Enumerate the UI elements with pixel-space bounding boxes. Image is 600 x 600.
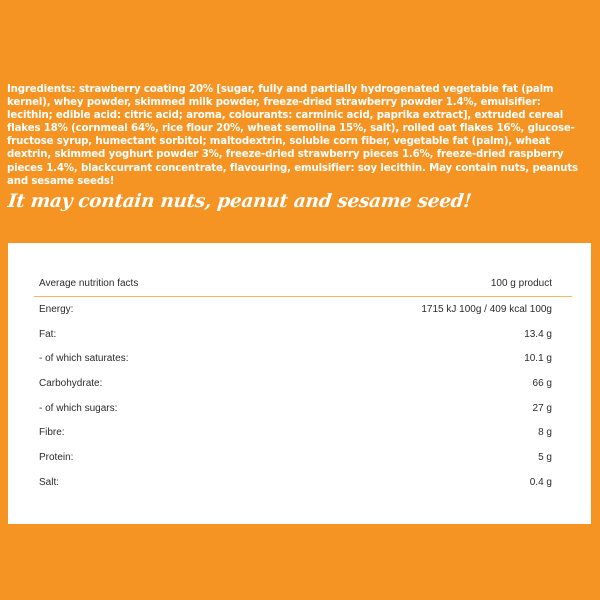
nutrient-label: Salt:: [39, 476, 60, 488]
nutrition-header-label: Average nutrition facts: [39, 278, 139, 289]
nutrition-header-value: 100 g product: [490, 278, 552, 289]
nutrient-label: Energy:: [39, 304, 74, 315]
nutrient-value: 0.4 g: [529, 476, 552, 488]
nutrition-row-protein: [34, 446, 572, 471]
nutrient-label: - of which saturates:: [39, 353, 129, 365]
nutrient-label: Carbohydrate:: [39, 378, 103, 390]
nutrition-row-fat: [34, 323, 572, 348]
nutrient-value: 10.1 g: [524, 353, 552, 365]
nutrient-label: Fibre:: [39, 427, 65, 439]
nutrition-row-saturates: [34, 347, 572, 372]
ingredients-text: Ingredients: strawberry coating 20% [sugar, fully and partially hydrogenated vegetable fat (palm kernel), whey powder, skimmed milk powder, freeze-dried strawberry powder 1.4%, emulsifier: lecithin; edible acid: citric acid; aroma, colourants: carminic acid, paprika extract], extruded cereal flakes 18% (cornmeal 64%, rice flour 20%, wheat semolina 15%, salt), rolled oat flakes 16%, glucose-fructose syrup, humectant sorbitol; maltodextrin, soluble corn fiber, vegetable fat (palm), wheat dextrin, skimmed yoghurt powder 3%, freeze-dried strawberry pieces 1.6%, freeze-dried raspberry pieces 1.4%, blackcurrant concentrate, flavouring, emulsifier: soy lecithin. May contain nuts, peanuts and sesame seeds!: [7, 84, 578, 187]
nutrition-header-row: [34, 273, 572, 295]
nutrient-label: Fat:: [39, 328, 57, 340]
nutrition-row-salt: [34, 471, 572, 496]
nutrition-row-carbohydrate: [34, 372, 572, 397]
nutrition-row-fibre: [34, 421, 572, 446]
nutrient-label: - of which sugars:: [39, 402, 118, 414]
nutrient-value: 27 g: [532, 402, 552, 414]
nutrient-value: 5 g: [538, 452, 552, 464]
nutrition-rows: [34, 297, 572, 496]
nutrient-value: 66 g: [532, 378, 552, 390]
nutrient-value: 13.4 g: [524, 328, 552, 340]
nutrient-label: Protein:: [39, 452, 74, 464]
nutrient-value: 1715 kJ 100g / 409 kcal 100g: [421, 304, 552, 315]
nutrition-card: [8, 243, 591, 524]
nutrition-row-energy: [34, 298, 572, 323]
nutrition-row-sugars: [34, 397, 572, 422]
allergen-warning: It may contain nuts, peanut and sesame seed!: [6, 191, 473, 212]
nutrition-table: [34, 273, 572, 496]
nutrient-value: 8 g: [538, 427, 552, 439]
